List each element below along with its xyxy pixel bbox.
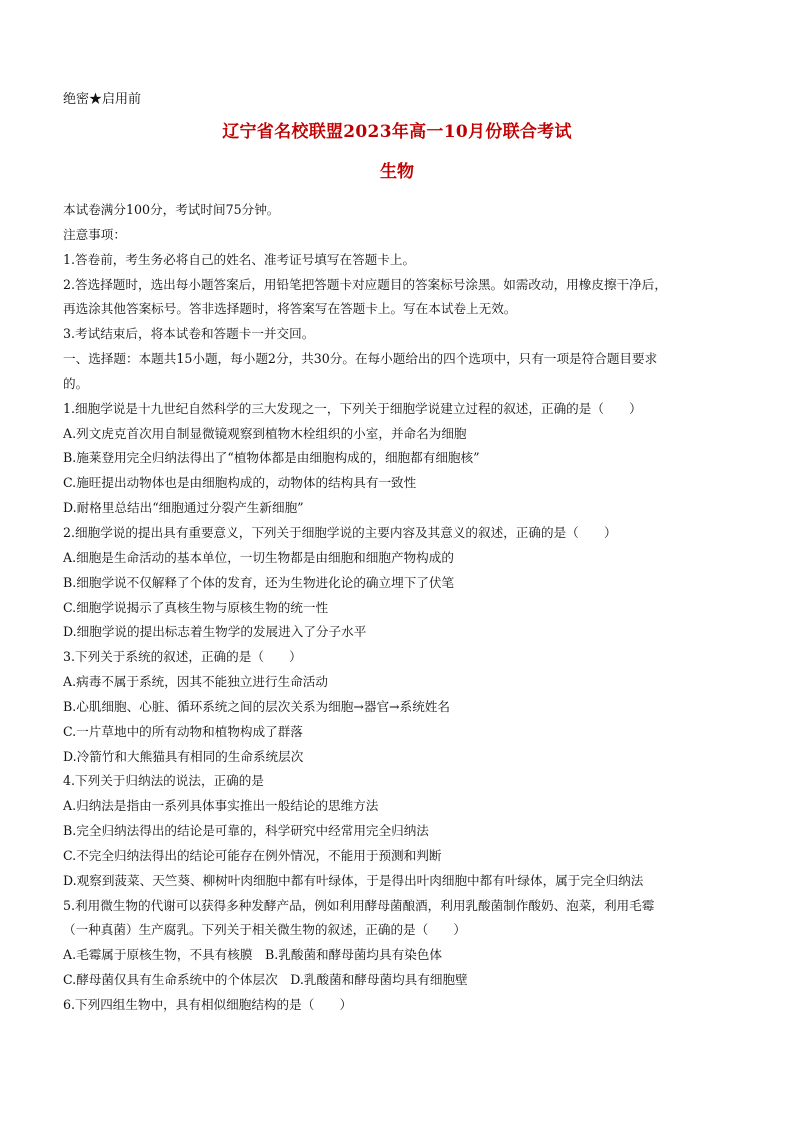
question-option: A.细胞是生命活动的基本单位，一切生物都是由细胞和细胞产物构成的	[63, 549, 454, 565]
notice-item: 1.答卷前，考生务必将自己的姓名、准考证号填写在答题卡上。	[63, 251, 416, 267]
question-option: D.观察到菠菜、天竺葵、柳树叶肉细胞中都有叶绿体，于是得出叶肉细胞中都有叶绿体，属于完全归纳法	[63, 872, 644, 888]
question-stem: 3.下列关于系统的叙述，正确的是（ ）	[63, 649, 302, 665]
question-option: D.冷箭竹和大熊猫具有相同的生命系统层次	[63, 748, 304, 764]
question-option: A.病毒不属于系统，因其不能独立进行生命活动	[63, 674, 328, 690]
question-option: C.细胞学说揭示了真核生物与原核生物的统一性	[63, 599, 329, 615]
question-option: C.不完全归纳法得出的结论可能存在例外情况，不能用于预测和判断	[63, 847, 442, 863]
question-option: B.完全归纳法得出的结论是可靠的，科学研究中经常用完全归纳法	[63, 823, 429, 839]
notice-item-continued: 再选涂其他答案标号。答非选择题时，将答案写在答题卡上。写在本试卷上无效。	[63, 301, 517, 317]
question-stem: 5.利用微生物的代谢可以获得多种发酵产品，例如利用酵母菌酿酒，利用乳酸菌制作酸奶、泡菜，利用毛霉	[63, 897, 655, 913]
question-stem-continued: （一种真菌）生产腐乳。下列关于相关微生物的叙述，正确的是（ ）	[63, 922, 466, 938]
question-option: C.施旺提出动物体也是由细胞构成的，动物体的结构具有一致性	[63, 475, 417, 491]
notice-item: 2.答选择题时，选出每小题答案后，用铅笔把答题卡对应题目的答案标号涂黑。如需改动，用橡皮擦干净后，	[63, 276, 667, 292]
question-option: B.施莱登用完全归纳法得出了“植物体都是由细胞构成的，细胞都有细胞核”	[63, 450, 480, 466]
question-option: B.细胞学说不仅解释了个体的发育，还为生物进化论的确立埋下了伏笔	[63, 574, 455, 590]
question-option: A.列文虎克首次用自制显微镜观察到植物木栓组织的小室，并命名为细胞	[63, 425, 467, 441]
question-option: A.归纳法是指由一系列具体事实推出一般结论的思维方法	[63, 798, 379, 814]
secret-mark: 绝密★启用前	[63, 92, 142, 107]
question-stem: 6.下列四组生物中，具有相似细胞结构的是（ ）	[63, 997, 353, 1012]
section-heading: 一、选择题：本题共15小题，每小题2分，共30分。在每小题给出的四个选项中，只有一项是符合题目要求	[63, 351, 658, 367]
subject-title: 生物	[380, 162, 414, 182]
notice-item: 3.考试结束后，将本试卷和答题卡一并交回。	[63, 326, 315, 342]
exam-body	[63, 198, 748, 1018]
notice-heading: 注意事项：	[63, 226, 126, 242]
question-option: D.细胞学说的提出标志着生物学的发展进入了分子水平	[63, 624, 367, 640]
question-option: C.一片草地中的所有动物和植物构成了群落	[63, 723, 303, 739]
question-options-pair: A.毛霉属于原核生物，不具有核膜 B.乳酸菌和酵母菌均具有染色体	[63, 947, 442, 963]
section-heading-continued: 的。	[63, 375, 89, 391]
exam-title: 辽宁省名校联盟2023年高一10月份联合考试	[222, 122, 572, 142]
exam-info-line: 本试卷满分100分，考试时间75分钟。	[63, 202, 280, 217]
question-option: D.耐格里总结出“细胞通过分裂产生新细胞”	[63, 500, 304, 516]
question-options-pair: C.酵母菌仅具有生命系统中的个体层次 D.乳酸菌和酵母菌均具有细胞壁	[63, 972, 468, 988]
question-stem: 4.下列关于归纳法的说法，正确的是	[63, 773, 264, 789]
question-stem: 1.细胞学说是十九世纪自然科学的三大发现之一，下列关于细胞学说建立过程的叙述，正确的是（ ）	[63, 400, 642, 416]
question-stem: 2.细胞学说的提出具有重要意义，下列关于细胞学说的主要内容及其意义的叙述，正确的是（ ）	[63, 524, 617, 540]
question-option: B.心肌细胞、心脏、循环系统之间的层次关系为细胞→器官→系统姓名	[63, 698, 450, 714]
